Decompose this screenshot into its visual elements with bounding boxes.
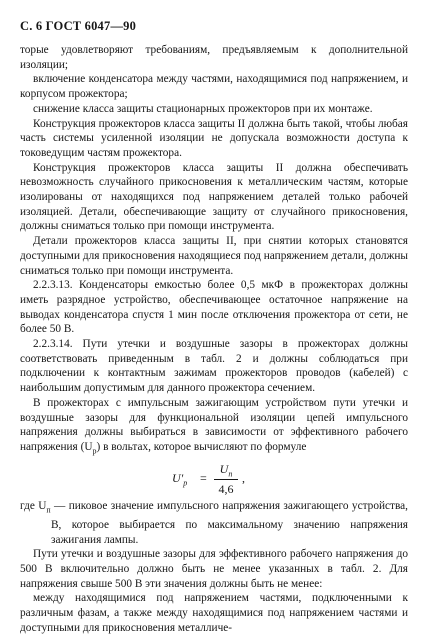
formula-lhs-symbol: U′ [172,470,184,485]
formula-num-sub: п [228,469,233,479]
paragraph-impulse [20,396,408,459]
clause-2-2-3-14: 2.2.3.14. Пути утечки и воздушные зазоры в прожекторах должны соответствовать приведенным в табл. 2 и должны соблюдаться при подключении к контактным зажимам прожекторов проводов (кабелей) с наибольшим допустимым для данного прожектора сечением. [20,338,408,395]
paragraph: снижение класса защиты стационарных прожекторов при их монтаже. [33,102,373,115]
formula-equals: = [200,470,207,485]
paragraph: торые удовлетворяют требованиям, предъявляемым к дополнительной изоляции; [20,44,408,71]
formula-denominator: 4,6 [218,482,234,497]
formula-fraction [214,462,238,497]
document-body [20,43,408,636]
paragraph: Конструкция прожекторов класса защиты II должна быть такой, чтобы любая часть системы усиленной изоляции не допускала возможности доступа к токоведущим частям прожектора. [20,117,408,159]
where-text: где U [20,499,47,512]
paragraph-impulse-text: В прожекторах с импульсным зажигающим устройством пути утечки и воздушные зазоры для функциональной изоляции цепей импульсного напряжения должны выбираться в зависимости от эффективного рабочего напряжения (U [20,396,408,453]
paragraph: включение конденсатора между частями, находящимися под напряжением, и корпусом прожектора; [20,73,408,101]
where-definition [20,499,408,547]
formula [20,459,408,499]
paragraph: Пути утечки и воздушные зазоры для эффективного рабочего напряжения до 500 В включительно должно быть не менее указанных в табл. 2. Для напряжения свыше 500 В эти значения должны быть не менее: [20,548,408,590]
clause-2-2-3-13: 2.2.3.13. Конденсаторы емкостью более 0,5 мкФ в прожекторах должны иметь разрядное устройство, обеспечивающее остаточное напряжение на выводах конденсатора спустя 1 мин после отключения прожектора от сети, не более 50 В. [20,279,408,336]
paragraph-impulse-tail: ) в вольтах, которое вычисляют по формуле [96,440,307,453]
paragraph: Детали прожекторов класса защиты II, при снятии которых становятся доступными для прикосновения находящиеся под напряжением детали, должны сниматься только при помощи инструмента. [20,235,408,277]
paragraph: между находящимися под напряжением частями, подключенными к различным фазам, а также между находящимися под напряжением частями и доступными для прикосновения металличе- [20,592,408,634]
where-tail: — пиковое значение импульсного напряжения зажигающего устройства, В, которое выбирается по максимальному значению напряжения зажигания лампы. [50,499,408,546]
subscript: п [46,505,51,515]
formula-comma: , [242,470,245,485]
formula-lhs [172,471,187,487]
formula-lhs-sub: р [183,478,188,488]
subscript: р [92,446,97,456]
formula-num-symbol: U [219,461,229,476]
formula-numerator [214,462,238,480]
page-header: С. 6 ГОСТ 6047—90 [20,19,137,33]
paragraph: Конструкция прожекторов класса защиты II должна обеспечивать невозможность случайного прикосновения к металлическим частям, которые изолированы от находящихся под напряжением деталей только рабочей изоляцией. Детали, обеспечивающие защиту от случайного прикосновения, должны сниматься только при помощи инструмента. [20,161,408,233]
